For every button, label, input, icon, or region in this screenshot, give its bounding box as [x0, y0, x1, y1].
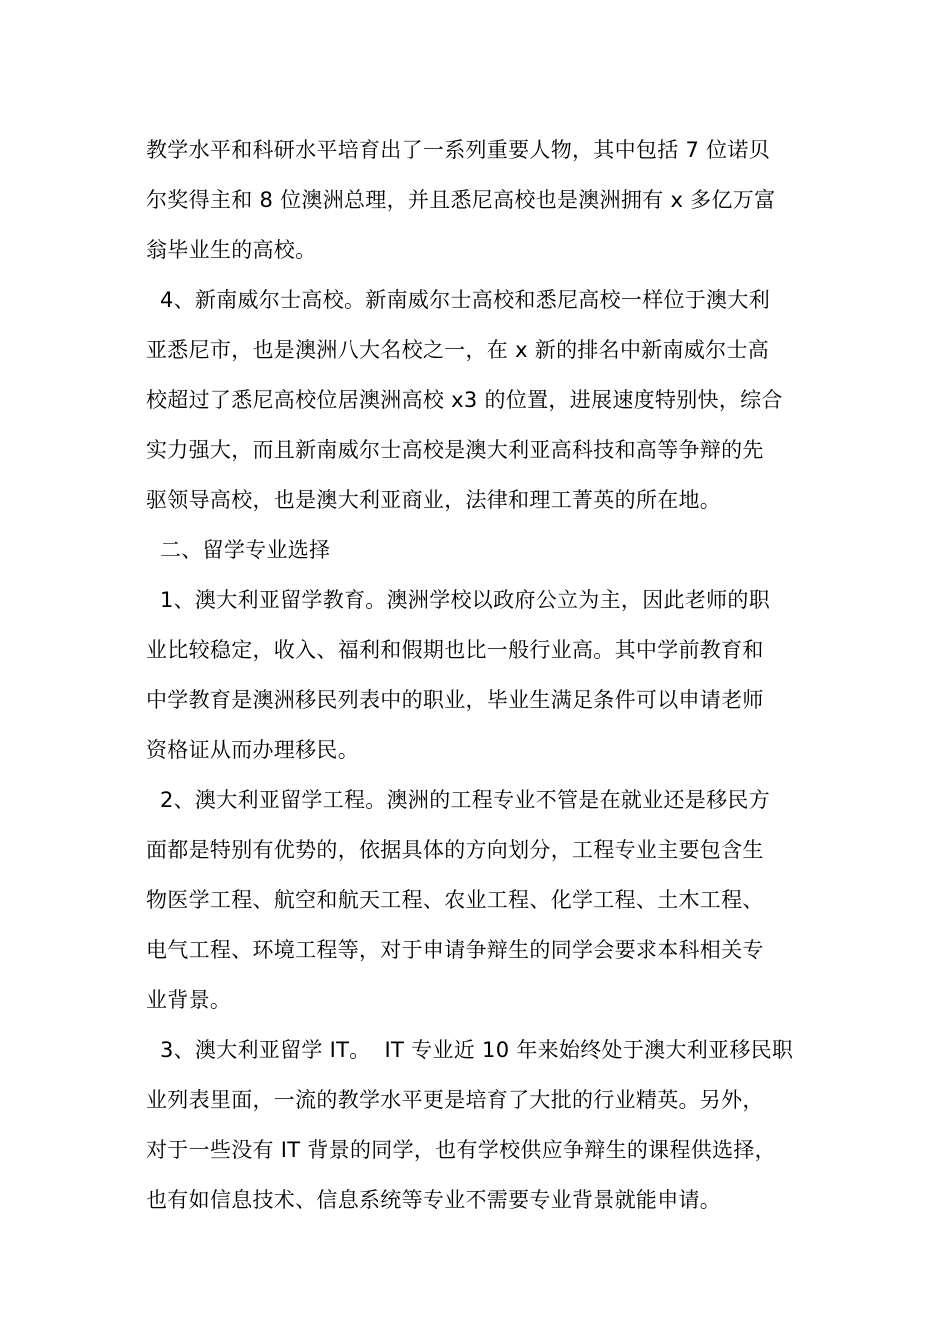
text-line: 4、新南威尔士高校。新南威尔士高校和悉尼高校一样位于澳大利: [146, 288, 771, 312]
text-line: 翁毕业生的高校。: [146, 238, 317, 262]
text-line: 业比较稳定，收入、福利和假期也比一般行业高。其中学前教育和: [146, 638, 764, 662]
text-line: 1、澳大利亚留学教育。澳洲学校以政府公立为主，因此老师的职: [146, 588, 771, 612]
text-line: 教学水平和科研水平培育出了一系列重要人物，其中包括 7 位诺贝: [146, 138, 771, 162]
text-line: 校超过了悉尼高校位居澳洲高校 x3 的位置，进展速度特别快，综合: [146, 388, 783, 412]
text-line: 资格证从而办理移民。: [146, 738, 359, 762]
text-line: 驱领导高校，也是澳大利亚商业，法律和理工菁英的所在地。: [146, 488, 722, 512]
text-line: 实力强大，而且新南威尔士高校是澳大利亚高科技和高等争辩的先: [146, 438, 764, 462]
text-line: 3、澳大利亚留学 IT。 IT 专业近 10 年来始终处于澳大利亚移民职: [146, 1038, 794, 1062]
text-line: 对于一些没有 IT 背景的同学，也有学校供应争辩生的课程供选择，: [146, 1138, 776, 1162]
text-line: 亚悉尼市，也是澳洲八大名校之一，在 x 新的排名中新南威尔士高: [146, 338, 770, 362]
text-line: 也有如信息技术、信息系统等专业不需要专业背景就能申请。: [146, 1188, 722, 1212]
section-heading: 二、留学专业选择: [146, 538, 331, 562]
text-line: 业背景。: [146, 988, 232, 1012]
text-line: 面都是特别有优势的，依据具体的方向划分，工程专业主要包含生: [146, 838, 764, 862]
text-line: 业列表里面，一流的教学水平更是培育了大批的行业精英。另外，: [146, 1088, 764, 1112]
text-line: 物医学工程、航空和航天工程、农业工程、化学工程、土木工程、: [146, 888, 764, 912]
body-text: [146, 125, 816, 1225]
text-line: 尔奖得主和 8 位澳洲总理，并且悉尼高校也是澳洲拥有 x 多亿万富: [146, 188, 776, 212]
text-line: 2、澳大利亚留学工程。澳洲的工程专业不管是在就业还是移民方: [146, 788, 771, 812]
text-line: 中学教育是澳洲移民列表中的职业，毕业生满足条件可以申请老师: [146, 688, 764, 712]
text-line: 电气工程、环境工程等，对于申请争辩生的同学会要求本科相关专: [146, 938, 764, 962]
